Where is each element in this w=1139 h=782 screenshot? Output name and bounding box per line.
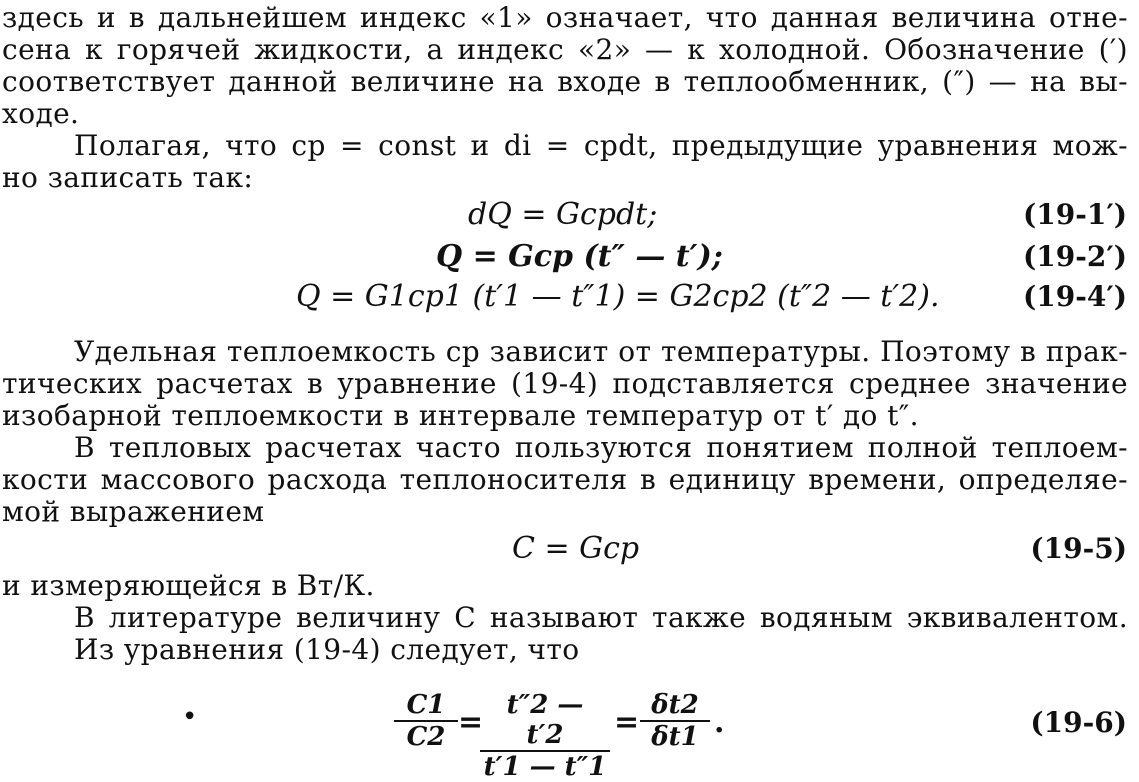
fraction-denominator: t′1 — t″1 xyxy=(483,752,607,782)
text-line: кости массового расхода теплоносителя в единицу времени, определяе- xyxy=(2,463,1128,496)
fraction-numerator: t″2 — t′2 xyxy=(480,690,610,752)
text-line: но записать так: xyxy=(2,161,254,194)
equation-19-1: dQ = Gcpdt; xyxy=(468,197,658,232)
equation-number: (19-4′) xyxy=(1023,280,1127,313)
fraction-denominator: C2 xyxy=(406,722,446,752)
bullet-mark: • xyxy=(182,702,198,732)
text-line: Полагая, что cp = const и di = cpdt, предыдущие уравнения мож- xyxy=(74,129,1128,162)
text-line: соответствует данной величине на входе в теплообменник, (″) — на вы- xyxy=(2,65,1128,98)
fraction-temperature-ratio xyxy=(480,690,610,782)
text-line: и измеряющейся в Вт/К. xyxy=(2,569,375,602)
text-line: тических расчетах в уравнение (19-4) подставляется среднее значение xyxy=(2,367,1128,400)
period-mark: . xyxy=(714,705,725,740)
text-line: здесь и в дальнейшем индекс «1» означает, что данная величина отне- xyxy=(2,1,1128,34)
text-line: Из уравнения (19-4) следует, что xyxy=(74,633,580,666)
fraction-numerator: δt2 xyxy=(640,690,710,722)
text-line: сена к горячей жидкости, а индекс «2» — к холодной. Обозначение (′) xyxy=(2,33,1128,66)
fraction-c1-c2 xyxy=(394,690,458,752)
text-line: изобарной теплоемкости в интервале температур от t′ до t″. xyxy=(2,399,919,432)
equation-19-5: C = Gcp xyxy=(512,531,640,566)
equation-number: (19-6) xyxy=(1030,706,1127,739)
equation-number: (19-5) xyxy=(1030,532,1127,565)
equals-sign: = xyxy=(614,705,640,740)
text-line: В литературе величину C называют также водяным эквивалентом. xyxy=(74,601,1128,634)
equation-number: (19-2′) xyxy=(1023,240,1127,273)
text-line: Удельная теплоемкость cp зависит от температуры. Поэтому в прак- xyxy=(74,335,1128,368)
fraction-delta-t xyxy=(640,690,710,752)
text-line: В тепловых расчетах часто пользуются понятием полной теплоем- xyxy=(74,431,1128,464)
text-line: ходе. xyxy=(2,97,80,130)
equation-19-2: Q = Gcp (t″ — t′); xyxy=(436,239,723,274)
fraction-denominator: δt1 xyxy=(651,722,699,752)
equation-19-4: Q = G1cp1 (t′1 — t″1) = G2cp2 (t″2 — t′2). xyxy=(296,279,940,314)
text-line: мой выражением xyxy=(2,495,265,528)
equals-sign: = xyxy=(458,705,484,740)
equation-number: (19-1′) xyxy=(1023,198,1127,231)
fraction-numerator: C1 xyxy=(394,690,458,722)
